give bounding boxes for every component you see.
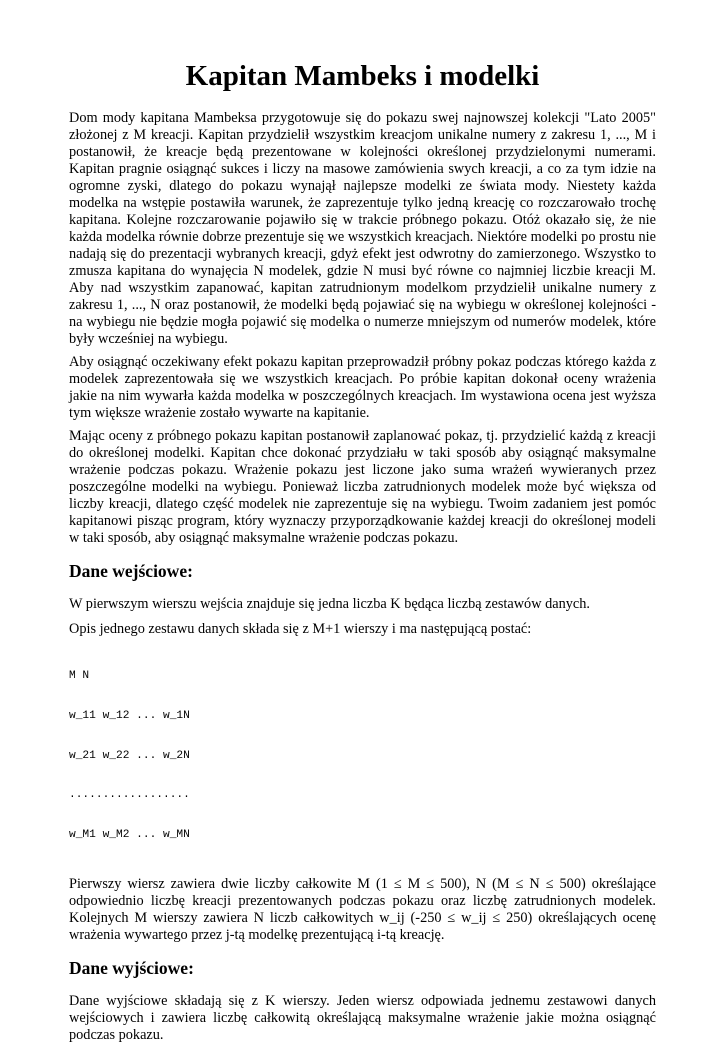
input-paragraph-1: W pierwszym wierszu wejścia znajduje się jedna liczba K będąca liczbą zestawów danych. [69, 596, 590, 612]
code-line: w_11 w_12 ... w_1N [69, 710, 190, 722]
code-line: w_21 w_22 ... w_2N [69, 749, 190, 762]
code-line: M N [69, 670, 90, 683]
code-line: .................. [69, 789, 190, 802]
output-paragraph-1: Dane wyjściowe składają się z K wierszy. Jeden wiersz odpowiada jednemu zestawowi danych wejściowych i zawiera liczbę całkowitą określającą maksymalne wrażenie jakie można osiągnąć podczas pokazu. [69, 993, 656, 1044]
input-section-heading: Dane wejściowe: [69, 561, 193, 581]
input-paragraph-2: Opis jednego zestawu danych składa się z M+1 wierszy i ma następującą postać: [69, 621, 532, 637]
input-format-code-block [69, 644, 656, 868]
intro-paragraph-2: Aby osiągnąć oczekiwany efekt pokazu kapitan przeprowadził próbny pokaz podczas którego każda z modelek zaprezentowała się we wszystkich kreacjach. Po próbie kapitan dokonał oceny wrażenia jakie na nim wywarła każda modelka w poszczególnych kreacjach. Im wystawiona ocena jest wyższa tym większe wrażenie zostało wywarte na kapitanie. [69, 354, 656, 421]
intro-paragraph-1: Dom mody kapitana Mambeksa przygotowuje się do pokazu swej najnowszej kolekcji "Lato 2005" złożonej z M kreacji. Kapitan przydzielił wszystkim kreacjom unikalne numery z zakresu 1, ..., M i postanowił, że kreacje będą prezentowane w kolejności określonej przydzielonymi numerami. Kapitan pragnie osiągnąć sukces i liczy na masowe zamówienia swych kreacji, a co za tym idzie na ogromne zyski, dlatego do pokazu wynajął najlepsze modelki ze świata mody. Niestety każda modelka na wstępie postawiła warunek, że zaprezentuje tylko jedną kreację co rozczarowało trochę kapitana. Kolejne rozczarowanie pojawiło się w trakcie próbnego pokazu. Otóż okazało się, że nie każda modelka równie dobrze prezentuje się we wszystkich kreacjach. Niektóre modelki po prostu nie nadają się do prezentacji wybranych kreacji, gdyż efekt jest odwrotny do zamierzonego. Wszystko to zmusza kapitana do wynajęcia N modelek, gdzie N musi być równe co najmniej liczbie kreacji M. Aby nad wszystkim zapanować, kapitan zatrudnionym modelkom przydzielił unikalne numery z zakresu 1, ..., N oraz postanowił, że modelki będą pojawiać się na wybiegu w określonej kolejności - na wybiegu nie będzie mogła pojawić się modelka o numerze mniejszym od numerów modelek, które były wcześniej na wybiegu. [69, 110, 656, 347]
code-line: w_M1 w_M2 ... w_MN [69, 828, 190, 841]
output-section-heading: Dane wyjściowe: [69, 958, 194, 979]
input-paragraph-3: Pierwszy wiersz zawiera dwie liczby całkowite M (1 ≤ M ≤ 500), N (M ≤ N ≤ 500) określające odpowiednio liczbę kreacji prezentowanych podczas pokazu oraz liczbę zatrudnionych modelek. Kolejnych M wierszy zawiera N liczb całkowitych w_ij (-250 ≤ w_ij ≤ 250) określających ocenę wrażenia wywartego przez j-tą modelkę prezentującą i-tą kreację. [69, 876, 656, 944]
page-title: Kapitan Mambeks i modelki [185, 60, 540, 92]
document-page [69, 60, 656, 1050]
intro-paragraph-3: Mając oceny z próbnego pokazu kapitan postanowił zaplanować pokaz, tj. przydzielić każdą z kreacji do określonej modelki. Kapitan chce dokonać przydziału w taki sposób aby osiągnąć maksymalne wrażenie podczas pokazu. Wrażenie pokazu jest liczone jako suma wrażeń wywieranych przez poszczególne modelki na wybiegu. Ponieważ liczba zatrudnionych modelek może być większa od liczby kreacji, dlatego część modelek nie zaprezentuje się na wybiegu. Twoim zadaniem jest pomóc kapitanowi pisząc program, który wyznaczy przyporządkowanie każdej kreacji do określonej modeli w taki sposób, aby osiągnąć maksymalne wrażenie podczas pokazu. [69, 428, 656, 546]
